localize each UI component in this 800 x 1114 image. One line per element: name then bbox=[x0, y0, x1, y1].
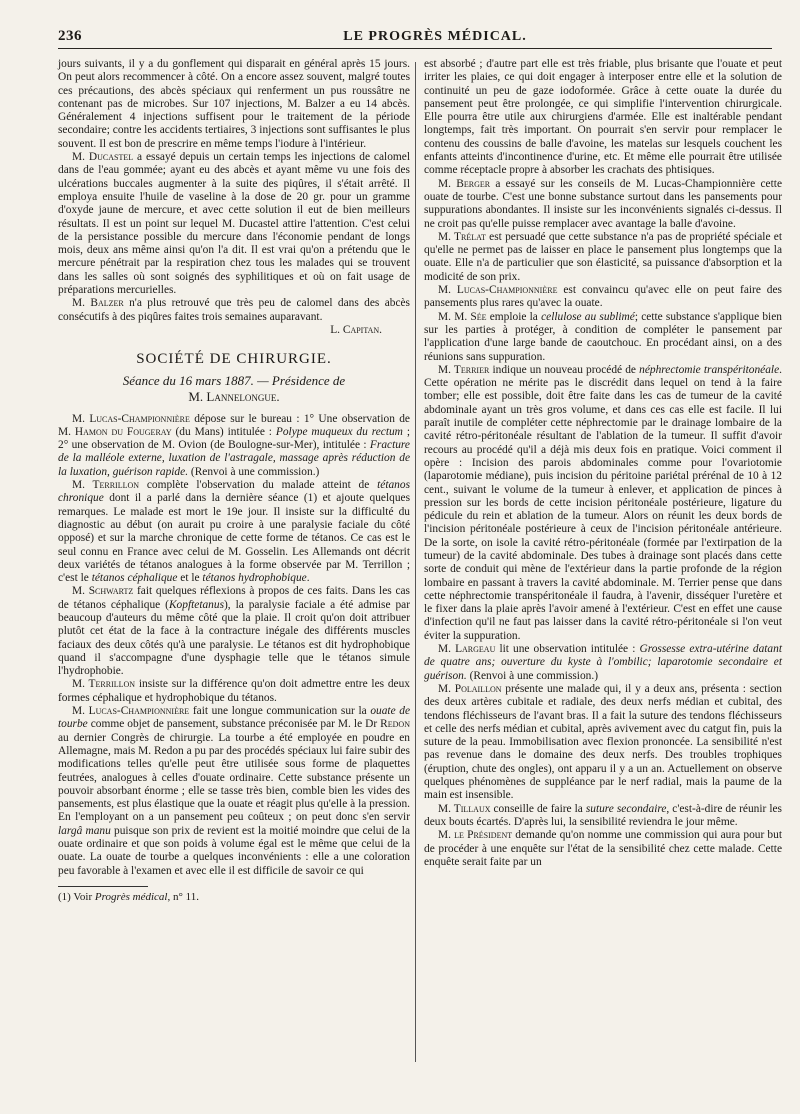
paragraph-text: (du Mans) intitulée : bbox=[171, 425, 276, 438]
title-italic: Polype muqueux du rectum bbox=[275, 425, 403, 438]
paragraph-text: emploie la bbox=[486, 310, 542, 323]
paragraph-text: n'a plus retrouvé que très peu de calomel dans des abcès consécutifs à des piqûres faites trois semaines auparavant. bbox=[58, 297, 410, 323]
speaker-name: M. Balzer bbox=[72, 297, 124, 310]
footnote-text: , n° 11. bbox=[167, 890, 199, 903]
left-column bbox=[58, 58, 410, 904]
paragraph-text: a essayé depuis un certain temps les injections de calomel dans de l'eau gommée; ayant eu des abcès et ayant même vu une fois des ulcérations buccales augmenter à la suite des piqûres, il s'était arrêté. Il employa ensuite l'huile de vaseline à la dose de 20 gr. pour un gramme d'oxyde jaune de mercure, et avec cette solution il eut de bien meilleurs résultats. Il est un point sur lequel M. Ducastel attire l'attention. C'est celui de la persistance possible du mercure dans l'économie pendant de longs mois, deux ans même ainsi qu'on l'a dit. Il est vrai qu'on a prétendu que le mercure pénétrait par la respiration chez tous les malades qui se trouvent dans les salles où sont soignés des syphilitiques et où on fait usage de préparations mercurielles. bbox=[58, 151, 410, 297]
term-italic: cellulose au sublimé bbox=[541, 310, 635, 323]
term-italic: tétanos céphalique bbox=[91, 572, 178, 585]
paragraph bbox=[58, 585, 410, 678]
footnote-journal: Progrès médical bbox=[94, 890, 168, 903]
speaker-name: M. Lucas-Championnière bbox=[438, 284, 558, 297]
paragraph bbox=[58, 297, 410, 324]
journal-title: LE PROGRÈS MÉDICAL. bbox=[343, 29, 527, 44]
speaker-name: M. Lucas-Championnière bbox=[72, 412, 190, 425]
paragraph: est absorbé ; d'autre part elle est très friable, plus brisante que l'ouate et peut irriter les plaies, ce qui doit engager à interposer entre elle et la solution de continuité un peu de gaze iodoformée. Grâce à cette ouate la durée du pansement peut être prolongée, ce qui simplifie l'intervention chirurgicale. Elle pourra être utile aux chirurgiens d'armée. Elle est inaltérable pendant longtemps, fait très important. On pourrait s'en servir pour remplacer le contenu des coussins de balle d'avoine, les matelas sur lesquels couchent les enfants atteints d'incontinence d'urine, etc. Et même elle pourrait être utilisée comme réceptacle propre à absorber les crachats des phtisiques. bbox=[424, 58, 782, 177]
paragraph-text: et le bbox=[177, 572, 203, 585]
paragraph-text: dont il a parlé dans la dernière séance (1) et ajoute quelques remarques. Le malade est mort le 19e jour. Il insiste sur la difficulté du diagnostic au début (on aurait pu croire à une paralysie faciale du côté opposé) et sur la marche chronique de cette forme de tétanos. Ce cas est le seul connu en France avec celui de M. Gosselin. Les Allemands ont décrit deux variétés de tétanos analogues à la forme observée par M. Terrillon ; c'est le bbox=[58, 492, 410, 585]
paragraph bbox=[424, 284, 782, 311]
paragraph bbox=[424, 178, 782, 231]
speaker-name: M. Terrier bbox=[438, 363, 490, 376]
speaker-name: M. Largeau bbox=[438, 643, 496, 656]
paragraph-text: au dernier Congrès de chirurgie. La tourbe a été employée en poudre en Allemagne, mais M. Redon a pu par des procédés spéciaux lui faire subir des modifications telles qu'elle peut être utilisée sous forme de plaquettes feutrées, analogues à celles d'ouate ordinaire. Cette substance présente un pouvoir absorbant énorme ; elle se tasse très bien, comble bien les vides des pansements, est plus élastique que la ouate et réagit plus qu'elle à la pression. En l'employant on a un pansement peu coûteux ; on peut donc s'en servir bbox=[58, 731, 410, 824]
paragraph bbox=[58, 479, 410, 585]
paragraph-text: demande qu'on nomme une commission qui aura pour but de procéder à une enquête sur l'état de la sensibilité chez cette malade. Cette enquête serait faite par un bbox=[424, 829, 782, 868]
paragraph bbox=[58, 705, 410, 878]
paragraph bbox=[58, 413, 410, 479]
term-italic: tétanos chronique bbox=[58, 479, 410, 505]
footnote-divider bbox=[58, 886, 148, 887]
paragraph bbox=[58, 151, 410, 297]
paragraph bbox=[424, 829, 782, 869]
paragraph-text: est persuadé que cette substance n'a pas de propriété spéciale et qu'elle ne permet pas de laisser en place le pansement plus longtemps que la ouate. Elle n'a de particulier que son élasticité, sa puissance d'absorption et la modicité de son prix. bbox=[424, 230, 782, 283]
paragraph-text: comme objet de pansement, substance préconisée par M. le Dr bbox=[87, 718, 381, 731]
paragraph: jours suivants, il y a du gonflement qui disparait en général après 15 jours. On peut alors recommencer à côté. On a encore assez souvent, malgré toutes ces précautions, des abcès spéciaux qui renferment un pus roussâtre ne contenant pas de microbes. Sur 107 injections, M. Balzer a eu 14 abcès. Généralement 4 injections suffisent pour le traitement de la période secondaire; contre les accidents tertiaires, 3 injections sont suffisantes le plus souvent. Il est bon de prescrire en même temps l'iodure à l'intérieur. bbox=[58, 58, 410, 150]
term-italic: Kopftetanus bbox=[168, 598, 225, 611]
paragraph-text: ), la paralysie faciale a été admise par beaucoup d'auteurs du même côté que la plaie. Il croit qu'on doit attribuer plutôt cet état de la face à la contracture inégale des différents muscles faciaux des deux côtés qu'à une paralysie. Le tétanos est dit hydrophobique quand il s'accompagne d'une dysphagie telle que le tétanos simule l'hydrophobie. bbox=[58, 598, 410, 678]
footnote-text: (1) Voir bbox=[58, 890, 95, 903]
paragraph-text: présente une malade qui, il y a deux ans, présenta : section des deux artères cubitale et radiale, des deux nerfs médian et cubital, des tendons fléchisseurs de l'avant bras. Il a fait la suture des tendons fléchisseurs et celle des nerfs médian et cubital, après avivement avec du catgut fin, puis la suture de la peau. Immobilisation avec flexion prononcée. La sensibilité n'est pas revenue dans le domaine des deux nerfs. Des troubles trophiques (éruption, chute des ongles), ont apparu il y a un an. Actuellement on observe quelques phénomènes de suppléance par le nerf radial, mais la paume de la main est insensible. bbox=[424, 682, 782, 802]
column-divider bbox=[415, 62, 416, 1062]
paragraph-text: (Renvoi à une commission.) bbox=[188, 465, 320, 478]
page-header bbox=[58, 28, 772, 49]
paragraph-text: fait une longue communication sur la bbox=[189, 705, 371, 718]
paragraph bbox=[424, 683, 782, 803]
paragraph bbox=[424, 643, 782, 683]
speaker-name: M. Berger bbox=[438, 177, 491, 190]
paragraph-text: a essayé sur les conseils de M. Lucas-Championnière cette ouate de tourbe. C'est une bonne substance surtout dans les pansements pour suppurations abondantes. Il insiste sur les inconvénients signalés ci-dessus. Il ne croit pas qu'elle puisse remplacer avec avantage la balle d'avoine. bbox=[424, 177, 782, 230]
paragraph-text: conseille de faire la bbox=[490, 802, 586, 815]
term-italic: suture secondaire bbox=[585, 802, 667, 815]
speaker-name: M. Polaillon bbox=[438, 682, 502, 695]
paragraph-text: . Cette opération ne mérite pas le discrédit dans lequel on tend à la faire tomber; elle est possible, doit être faite dans les cas de tumeur de la cavité abdominale ayant un très gros volume, et dans ces cas elle est facile. Il lui paraît inutile de compléter cette néphrectomie par le drainage lombaire de la cavité rétro-péritonéale résultant de l'ablation de la tumeur. Il suffit d'avoir recours au procédé qu'il a déjà mis deux fois en pratique. Voici comment il opère : Incision des parois abdominales comme pour l'ovariotomie (laparotomie médiane), puis incision du péritoine pariétal prérénal de 10 à 12 cent., suivant le volume de la tumeur à enlever, et application de pinces à pression sur les bords de cette incision péritonéale postérieure, ligature du pédicule du rein et ablation de la tumeur. Alors on réunit les deux bords de l'incision péritonéale postérieure à ceux de l'incision péritonéale antérieure. De la sorte, on isole la cavité rétro-péritonéale (formée par l'extirpation de la tumeur) de la cavité abdominale. Des tubes à drainage sont placés dans cette sorte de conduit qui mène de l'extérieur dans la partie profonde de la région lombaire en passant à travers la cavité abdominale. M. Terrier pense que dans cette néphrectomie transpéritonéale il faudra, à l'avenir, disséquer l'uretère et le fixer dans la plaie après l'avoir amené à l'extérieur. C'est en effet une cause d'infection qu'il ne faut pas laisser dans la cavité rétro-péritonéale si l'on veut éviter la suppuration. bbox=[424, 363, 783, 642]
author-name: Hamon du Fougeray bbox=[74, 425, 172, 438]
speaker-name: M. le Président bbox=[438, 829, 513, 842]
paragraph-text: ; 2° une observation de M. Ovion (de Boulogne-sur-Mer), intitulée : bbox=[58, 425, 410, 452]
session-president bbox=[58, 389, 410, 405]
term-italic: largâ manu bbox=[58, 824, 111, 837]
paragraph-text: insiste sur la différence qu'on doit admettre entre les deux formes céphalique et hydrophobique du tétanos. bbox=[58, 678, 410, 704]
paragraph bbox=[424, 231, 782, 284]
title-italic: Fracture de la malléole externe, luxation de l'astragale, massage après réduction de la luxation, guérison rapide. bbox=[58, 439, 410, 478]
paragraph bbox=[424, 311, 782, 364]
speaker-name: M. Tillaux bbox=[438, 802, 491, 815]
right-column bbox=[424, 58, 782, 869]
paragraph-text: , c'est-à-dire de réunir les deux bouts écartés. D'après lui, la sensibilité reviendra le jour même. bbox=[424, 802, 782, 828]
paragraph-text: dépose sur le bureau : 1° Une observation de M. bbox=[58, 412, 410, 438]
paragraph-text: fait quelques réflexions à propos de ces faits. Dans les cas de tétanos céphalique ( bbox=[58, 585, 410, 611]
speaker-name: M. Trélat bbox=[438, 230, 486, 243]
footnote bbox=[58, 891, 410, 904]
term-italic: néphrectomie transpéritonéale bbox=[639, 363, 780, 376]
paragraph-text: complète l'observation du malade atteint de bbox=[139, 479, 378, 492]
paragraph bbox=[58, 678, 410, 705]
session-line: Séance du 16 mars 1887. — Présidence de bbox=[122, 372, 346, 388]
term-italic: ouate de tourbe bbox=[58, 705, 411, 731]
title-italic: Grossesse extra-utérine datant de quatre ans; ouverture du kyste à l'ombilic; laparotomie secondaire et guérison. bbox=[424, 643, 782, 682]
author-signature: L. Capitan. bbox=[330, 323, 382, 336]
term-italic: tétanos hydrophobique bbox=[202, 572, 307, 585]
paragraph-text: (Renvoi à une commission.) bbox=[466, 669, 599, 682]
speaker-name: M. Ducastel bbox=[72, 151, 134, 164]
paragraph-text: puisque son prix de revient est la moitié moindre que celui de la ouate ordinaire et que son poids à volume égal est le même que celui de la ouate. La ouate de tourbe a quelques inconvénients : elle a une coloration peu favorable à l'examen et avec elle il est difficile de savoir ce qui bbox=[58, 824, 411, 877]
speaker-name: M. Terrillon bbox=[72, 678, 136, 691]
paragraph-text: indique un nouveau procédé de bbox=[489, 363, 640, 376]
speaker-name: M. Lucas-Championnière bbox=[72, 705, 190, 718]
paragraph bbox=[424, 364, 782, 643]
paragraph-text: ; cette substance s'applique bien sur les parties à protéger, à condition de compléter le pansement par l'application d'une large bande de caoutchouc. En procédant ainsi, on a des réunions sans suppuration. bbox=[424, 310, 782, 363]
author-name: Redon bbox=[380, 718, 410, 731]
paragraph-text: . bbox=[306, 572, 310, 585]
section-title: SOCIÉTÉ DE CHIRURGIE. bbox=[136, 351, 332, 368]
speaker-name: M. Schwartz bbox=[72, 585, 134, 598]
paragraph bbox=[424, 803, 782, 830]
speaker-name: M. M. Sée bbox=[438, 310, 487, 323]
paragraph-text: est convaincu qu'avec elle on peut faire des pansements plus rares qu'avec la ouate. bbox=[424, 284, 782, 310]
speaker-name: M. Terrillon bbox=[72, 479, 140, 492]
president-name: M. Lannelongue. bbox=[188, 388, 280, 404]
page-number: 236 bbox=[58, 28, 82, 44]
paragraph-text: lit une observation intitulée : bbox=[495, 643, 640, 656]
